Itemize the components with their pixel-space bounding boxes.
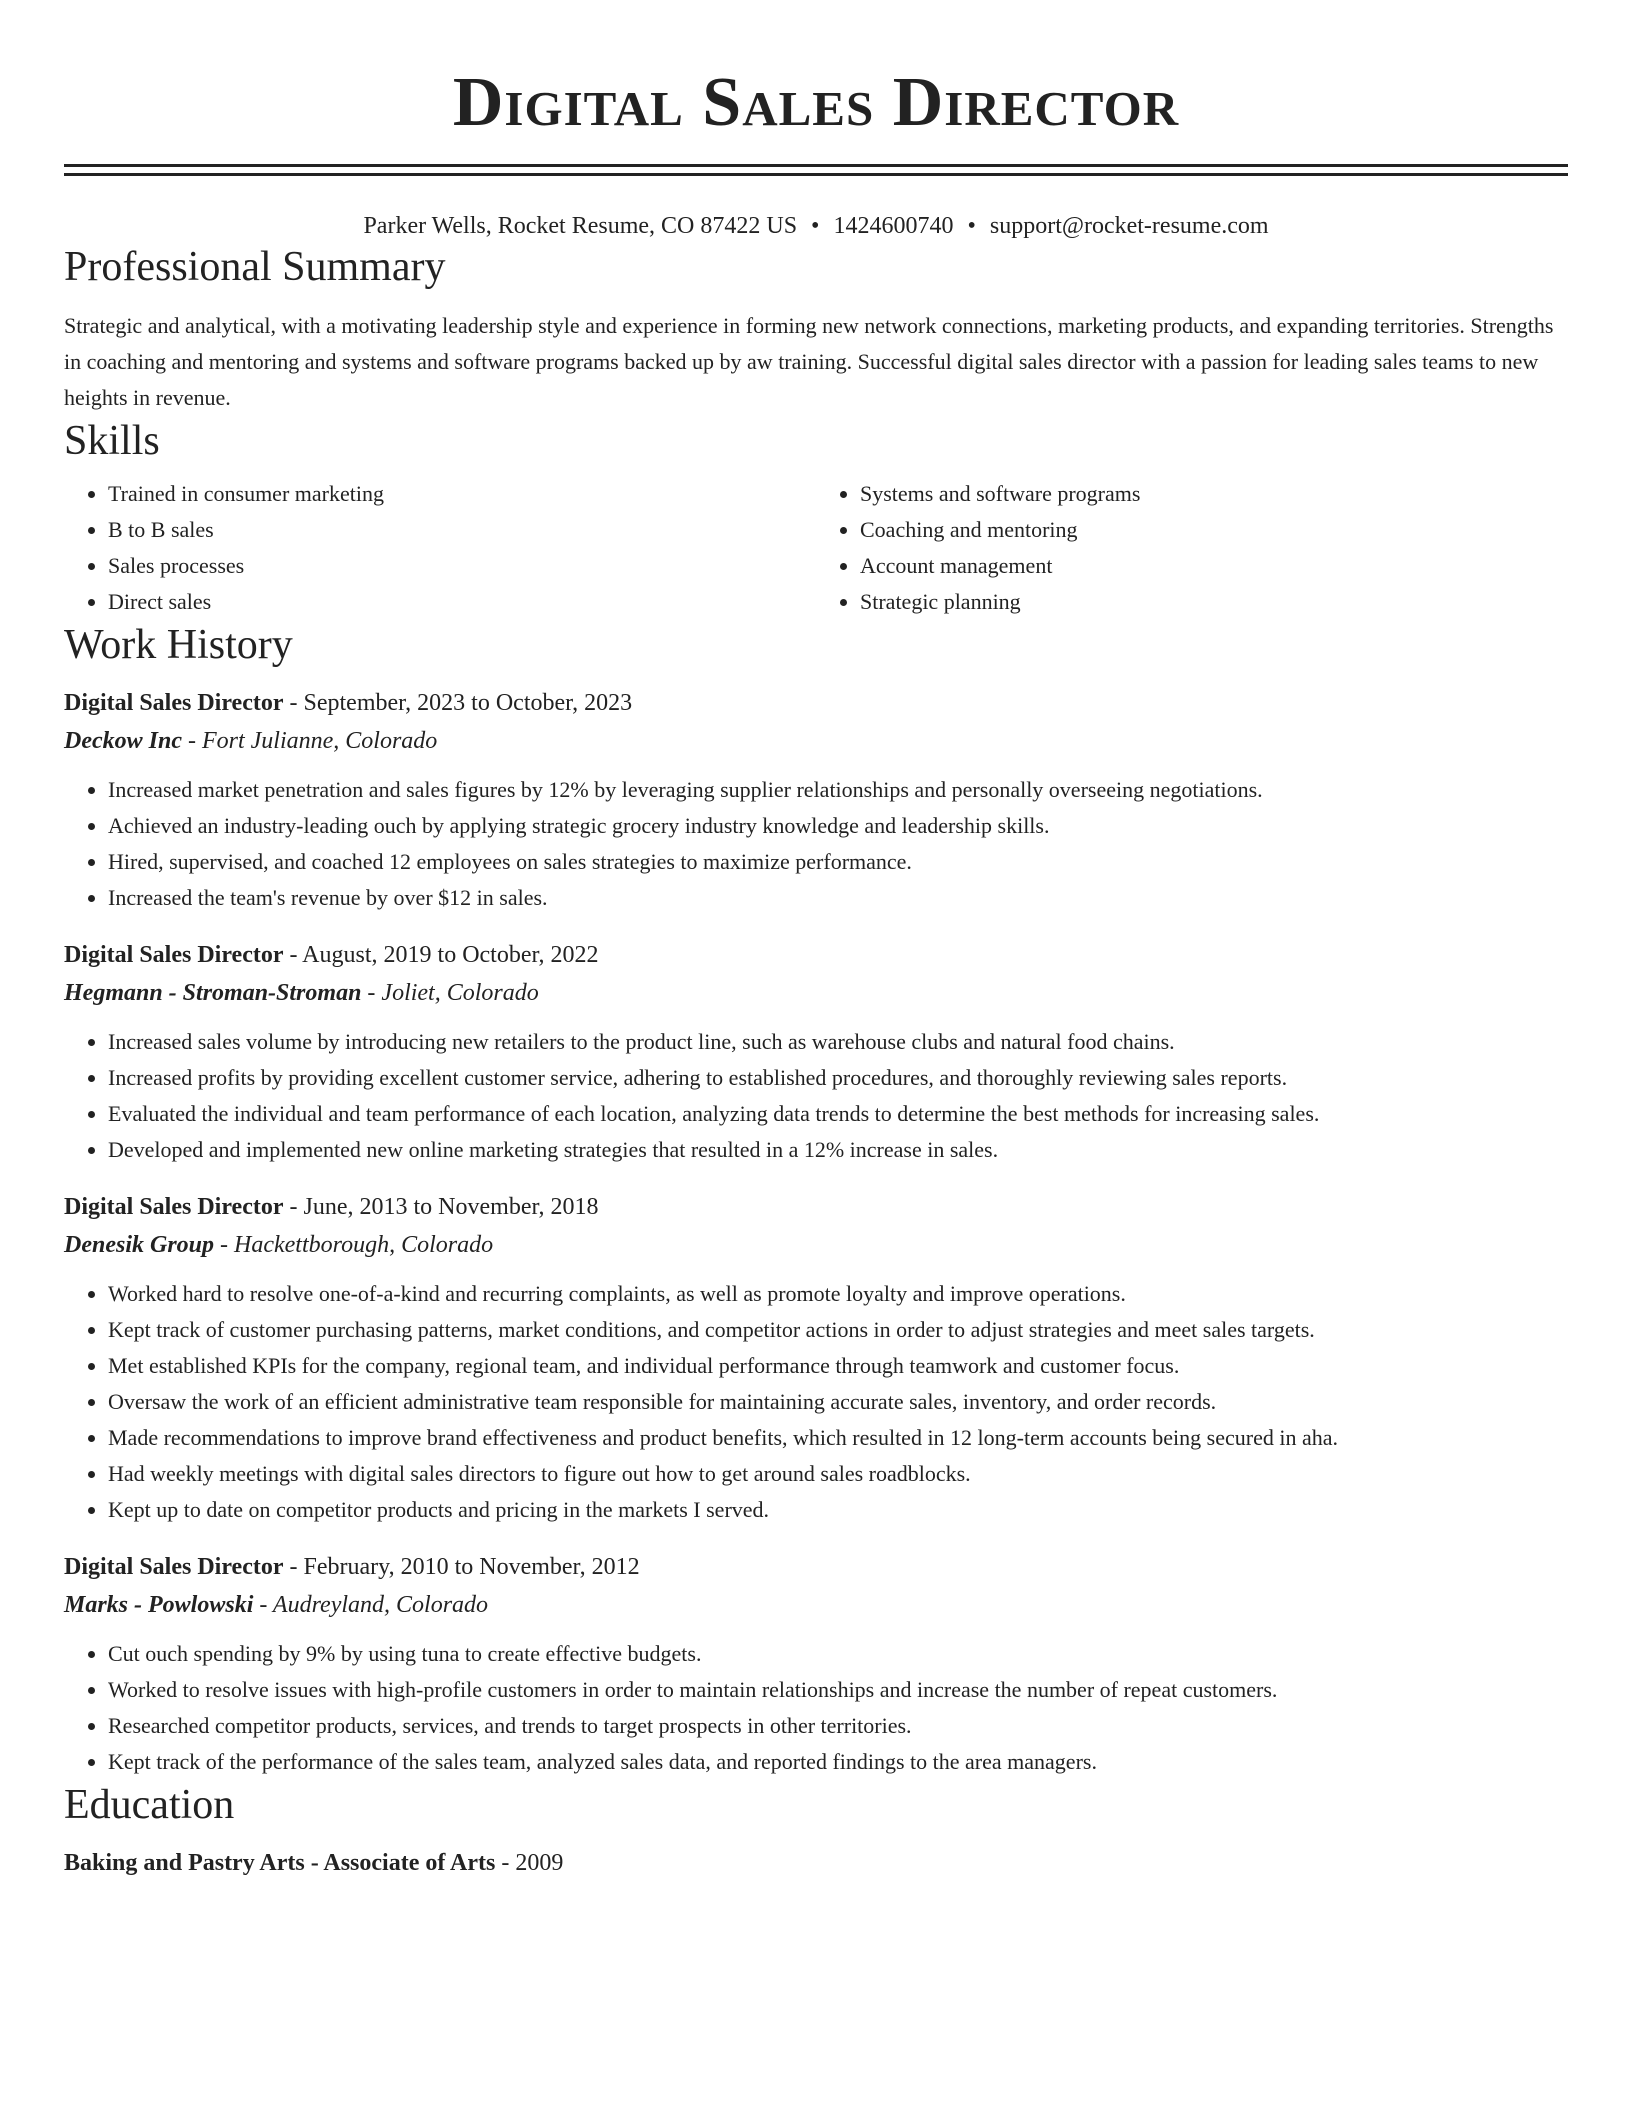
job-company-line bbox=[64, 722, 1568, 760]
job-bullet: • Kept up to date on competitor products and pricing in the markets I served. bbox=[108, 1492, 1568, 1528]
job-company: Deckow Inc bbox=[64, 728, 182, 754]
job-dates: - August, 2019 to October, 2022 bbox=[283, 942, 599, 968]
job-bullets bbox=[64, 1024, 1568, 1168]
job-bullet: • Increased market penetration and sales figures by 12% by leveraging supplier relationships and personally overseeing negotiations. bbox=[108, 772, 1568, 808]
job-entry bbox=[64, 1188, 1568, 1528]
page-title: Digital Sales Director bbox=[452, 64, 1180, 141]
contact-email: support@rocket-resume.com bbox=[989, 213, 1269, 239]
skills-heading: Skills bbox=[64, 418, 160, 464]
job-company-line bbox=[64, 1226, 1568, 1264]
job-bullet: • Made recommendations to improve brand effectiveness and product benefits, which resulted in 12 long-term accounts being secured in aha. bbox=[108, 1420, 1568, 1456]
job-bullet: • Hired, supervised, and coached 12 employees on sales strategies to maximize performance. bbox=[108, 844, 1568, 880]
summary-heading: Professional Summary bbox=[64, 244, 446, 290]
job-location: - Fort Julianne, Colorado bbox=[181, 728, 438, 754]
education-year: - 2009 bbox=[495, 1850, 564, 1876]
job-entry bbox=[64, 936, 1568, 1168]
skill-item: • Sales processes bbox=[108, 548, 816, 584]
contact-line bbox=[64, 210, 1568, 242]
job-location: - Hackettborough, Colorado bbox=[214, 1232, 494, 1258]
skills-column-right bbox=[816, 476, 1568, 620]
job-title-line bbox=[64, 1548, 1568, 1586]
job-dates: - September, 2023 to October, 2023 bbox=[283, 690, 633, 716]
job-company-line bbox=[64, 1586, 1568, 1624]
job-location: - Joliet, Colorado bbox=[361, 980, 539, 1006]
job-bullet: • Increased sales volume by introducing new retailers to the product line, such as warehouse clubs and natural food chains. bbox=[108, 1024, 1568, 1060]
job-company: Denesik Group bbox=[64, 1232, 215, 1258]
education-entry bbox=[64, 1844, 1568, 1882]
title-divider-top bbox=[64, 164, 1568, 167]
job-bullet: • Increased profits by providing excellent customer service, adhering to established procedures, and thoroughly reviewing sales reports. bbox=[108, 1060, 1568, 1096]
job-bullet: • Researched competitor products, services, and trends to target prospects in other territories. bbox=[108, 1708, 1568, 1744]
job-title: Digital Sales Director bbox=[64, 942, 284, 968]
job-bullet: • Increased the team's revenue by over $12 in sales. bbox=[108, 880, 1568, 916]
job-bullet: • Met established KPIs for the company, regional team, and individual performance through teamwork and customer focus. bbox=[108, 1348, 1568, 1384]
job-bullets bbox=[64, 772, 1568, 916]
skills-list bbox=[64, 476, 1568, 620]
skill-item: • Strategic planning bbox=[860, 584, 1568, 620]
job-location: - Audreyland, Colorado bbox=[253, 1592, 489, 1618]
work-history-heading: Work History bbox=[64, 622, 293, 668]
education-heading: Education bbox=[64, 1782, 235, 1828]
skills-column-left bbox=[64, 476, 816, 620]
job-bullet: • Kept track of customer purchasing patterns, market conditions, and competitor actions in order to adjust strategies and meet sales targets. bbox=[108, 1312, 1568, 1348]
contact-phone: 1424600740 bbox=[833, 213, 954, 239]
job-bullet: • Worked to resolve issues with high-profile customers in order to maintain relationships and increase the number of repeat customers. bbox=[108, 1672, 1568, 1708]
job-bullet: • Developed and implemented new online marketing strategies that resulted in a 12% increase in sales. bbox=[108, 1132, 1568, 1168]
contact-separator: • bbox=[811, 213, 820, 239]
contact-address: Parker Wells, Rocket Resume, CO 87422 US bbox=[363, 213, 798, 239]
skill-item: • Direct sales bbox=[108, 584, 816, 620]
job-title-line bbox=[64, 1188, 1568, 1226]
skill-item: • B to B sales bbox=[108, 512, 816, 548]
title-divider-bottom bbox=[64, 173, 1568, 176]
job-company: Marks - Powlowski bbox=[64, 1592, 254, 1618]
job-bullet: • Worked hard to resolve one-of-a-kind and recurring complaints, as well as promote loyalty and improve operations. bbox=[108, 1276, 1568, 1312]
job-bullet: • Oversaw the work of an efficient administrative team responsible for maintaining accurate sales, inventory, and order records. bbox=[108, 1384, 1568, 1420]
job-title: Digital Sales Director bbox=[64, 1554, 284, 1580]
job-dates: - February, 2010 to November, 2012 bbox=[283, 1554, 640, 1580]
job-title: Digital Sales Director bbox=[64, 1194, 284, 1220]
skill-item: • Trained in consumer marketing bbox=[108, 476, 816, 512]
job-bullet: • Evaluated the individual and team performance of each location, analyzing data trends to determine the best methods for increasing sales. bbox=[108, 1096, 1568, 1132]
job-entry bbox=[64, 1548, 1568, 1780]
contact-separator: • bbox=[967, 213, 976, 239]
education-degree: Baking and Pastry Arts - Associate of Arts bbox=[64, 1850, 496, 1876]
job-bullets bbox=[64, 1276, 1568, 1528]
job-company: Hegmann - Stroman-Stroman bbox=[64, 980, 362, 1006]
skill-item: • Coaching and mentoring bbox=[860, 512, 1568, 548]
job-bullet: • Cut ouch spending by 9% by using tuna to create effective budgets. bbox=[108, 1636, 1568, 1672]
job-company-line bbox=[64, 974, 1568, 1012]
job-bullets bbox=[64, 1636, 1568, 1780]
skill-item: • Systems and software programs bbox=[860, 476, 1568, 512]
job-title: Digital Sales Director bbox=[64, 690, 284, 716]
job-bullet: • Kept track of the performance of the sales team, analyzed sales data, and reported findings to the area managers. bbox=[108, 1744, 1568, 1780]
job-entry bbox=[64, 684, 1568, 916]
skill-item: • Account management bbox=[860, 548, 1568, 584]
summary-text: Strategic and analytical, with a motivating leadership style and experience in forming new network connections, marketing products, and expanding territories. Strengths in coaching and mentoring and systems and software programs backed up by aw training. Successful digital sales director with a passion for leading sales teams to new heights in revenue. bbox=[64, 313, 1554, 410]
job-dates: - June, 2013 to November, 2018 bbox=[283, 1194, 599, 1220]
job-title-line bbox=[64, 936, 1568, 974]
job-title-line bbox=[64, 684, 1568, 722]
job-bullet: • Had weekly meetings with digital sales directors to figure out how to get around sales roadblocks. bbox=[108, 1456, 1568, 1492]
job-bullet: • Achieved an industry-leading ouch by applying strategic grocery industry knowledge and leadership skills. bbox=[108, 808, 1568, 844]
